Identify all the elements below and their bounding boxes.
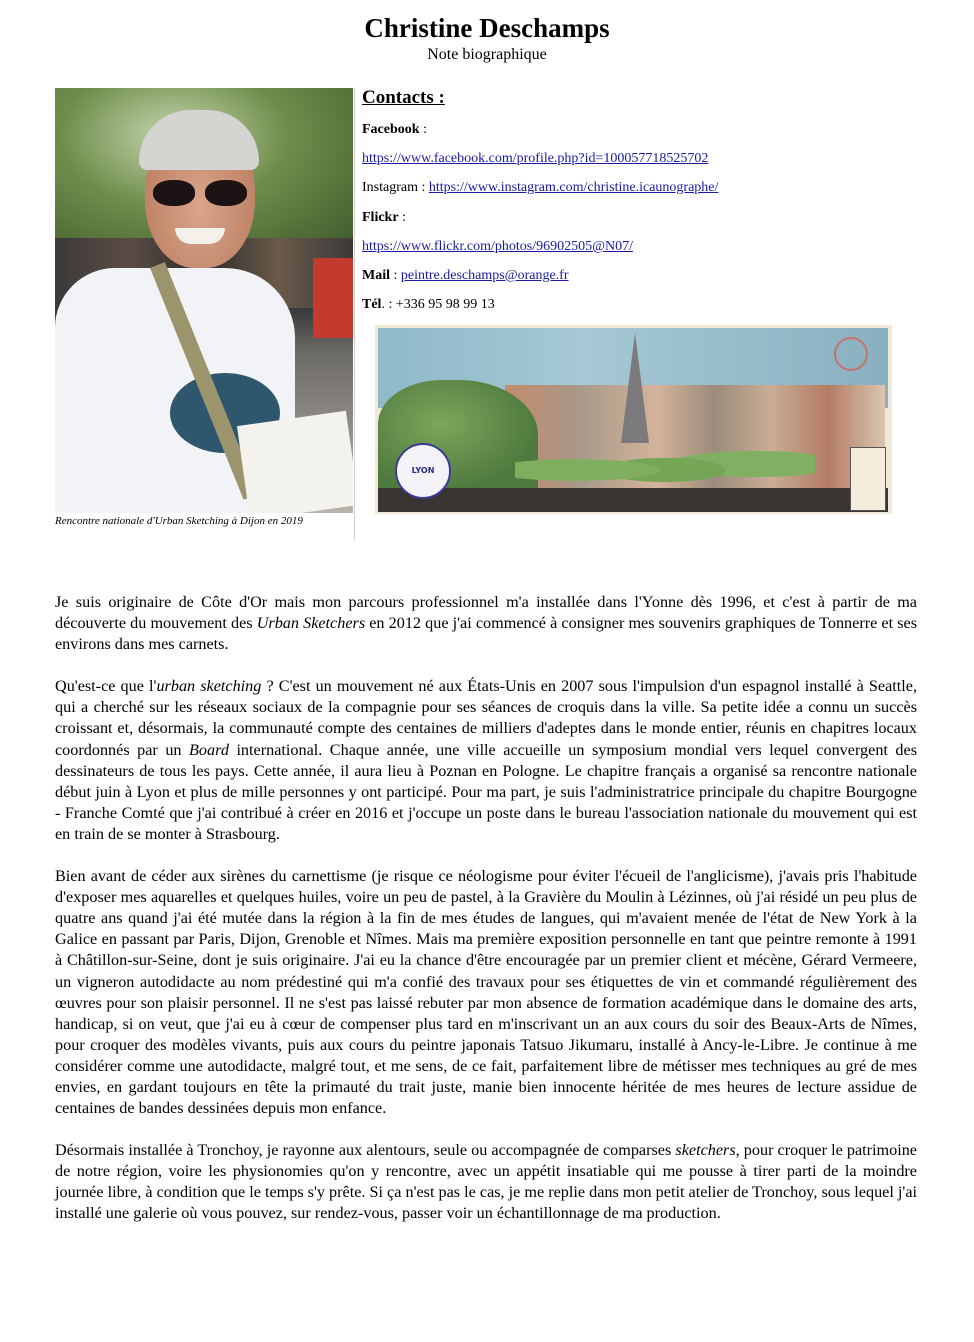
tel-separator: . :: [381, 297, 396, 312]
bio-p2-text: Qu'est-ce que l': [55, 677, 157, 696]
instagram-label: Instagram :: [362, 180, 429, 195]
usk-lyon-stamp-icon: LYON: [395, 443, 451, 499]
portrait-figure: [55, 88, 355, 540]
portrait-photo: [55, 88, 353, 513]
facebook-link[interactable]: https://www.facebook.com/profile.php?id=100057718525702: [362, 151, 709, 166]
instagram-link[interactable]: https://www.instagram.com/christine.icaunographe/: [428, 180, 719, 195]
tel-row: [362, 296, 495, 314]
contacts-heading: Contacts :: [362, 87, 445, 108]
instagram-row: [362, 179, 718, 197]
flickr-link-row: [362, 238, 633, 256]
bio-p2-emphasis: urban sketching: [156, 677, 262, 696]
flickr-link[interactable]: https://www.flickr.com/photos/96902505@N07/: [362, 239, 633, 254]
bio-p1-text-end: en 2012 que j'ai commencé à consigner mes souvenirs graphiques de Tonnerre et ses environs dans mes carnets.: [55, 614, 918, 654]
facebook-link-row: [362, 150, 708, 168]
tel-label: Tél: [362, 297, 382, 312]
bio-p2-emphasis-board: Board: [189, 740, 229, 759]
flickr-label: Flickr: [362, 210, 399, 225]
photo-sunglasses: [153, 180, 249, 208]
tel-value: +336 95 98 99 13: [395, 297, 495, 312]
page-title: Christine Deschamps: [364, 13, 610, 43]
bio-p4-emphasis: sketchers: [675, 1141, 736, 1160]
bio-paragraph-tronchoy: [55, 1140, 917, 1224]
bio-p2-text-end: international. Chaque année, une ville accueille un symposium mondial vers lequel convergent des dessinateurs de tous les pays. Cette année, il aura lieu à Poznan en Pologne. Le chapitre français a organisé sa rencontre nationale début juin à Lyon et plus de mille personnes y ont participé. Pour ma part, je suis l'administratrice principale du chapitre Bourgogne - Franche Comté que j'ai contribué à créer en 2016 et j'occupe un poste dans le bureau l'association nationale du mouvement qui est en train de se monter à Strasbourg.: [55, 740, 918, 843]
mail-row: [362, 267, 569, 285]
bio-p4-text-end: , pour croquer le patrimoine de notre région, voire les physionomies qu'on y rencontre, avec un appétit insatiable qui me pousse à tirer parti de la moindre journée libre, à condition que le temps s'y prête. Si ça n'est pas le cas, je me replie dans mon petit atelier de Tronchoy, sous lequel j'ai installé une galerie où vous pouvez, sur rendez-vous, passer voir un échantillonnage de ma production.: [55, 1141, 917, 1223]
mail-link[interactable]: peintre.deschamps@orange.fr: [400, 268, 569, 283]
artist-seal-icon: [834, 337, 868, 371]
mail-separator: :: [390, 268, 401, 283]
facebook-row: [362, 121, 427, 139]
photo-caption: Rencontre nationale d'Urban Sketching à Dijon en 2019: [55, 515, 303, 527]
sketch-quay-wall: [378, 488, 888, 512]
biography-text: [55, 592, 917, 1246]
flickr-separator: :: [398, 210, 406, 225]
bio-p1-emphasis: Urban Sketchers: [256, 614, 366, 633]
mail-label: Mail: [362, 268, 390, 283]
lyon-watercolor-sketch: [375, 325, 892, 514]
facebook-label: Facebook: [362, 122, 420, 137]
page-subtitle: Note biographique: [427, 46, 547, 63]
flickr-row: [362, 209, 406, 227]
bio-paragraph-urban-sketching: [55, 676, 917, 845]
bio-paragraph-career: Bien avant de céder aux sirènes du carnettisme (je risque ce néologisme pour éviter l'écueil de l'anglicisme), j'avais pris l'habitude d'exposer mes aquarelles et quelques huiles, voire un peu de pastel, à la Gravière du Moulin à Lézinnes, où j'ai résidé un peu plus de quatre ans quand j'ai été mutée dans la région à la fin de mes études de langues, qui m'avaient menée de l'état de New York à la Galice en passant par Paris, Dijon, Grenoble et Nîmes. Mais ma première exposition personnelle en tant que peintre remonte à 1991 à Châtillon-sur-Seine, dont je suis originaire. J'ai eu la chance d'être encouragée par un premier client et mécène, Gérard Vermeere, un vigneron autodidacte au nom prédestiné qui m'a confié des travaux pour ses étiquettes de vin et commandé régulièrement des œuvres pour son plaisir personnel. Il ne s'est pas laissé rebuter par mon absence de formation académique dans le domaine des arts, handicap, si on veut, que j'ai eu à cœur de compenser plus tard en m'inscrivant un an aux cours du soir des Beaux-Arts de Nîmes, pour croquer des modèles vivants, puis aux cours du peintre japonais Tatsuo Jikumaru, installé à Ancy-le-Libre. Je continue à me considérer comme une autodidacte, malgré tout, et me sens, de ce fait, parfaitement libre de métisser mes techniques au gré de mes envies, en gardant toujours en tête la primauté du trait juste, manie bien innocente héritée de mes heures de lecture assidue de centaines de bandes dessinées depuis mon enfance.: [55, 867, 917, 1118]
facebook-separator: :: [419, 122, 427, 137]
sketch-church-spire: [621, 333, 649, 443]
bio-paragraph-origins: [55, 592, 917, 655]
bio-p4-text: Désormais installée à Tronchoy, je rayonne aux alentours, seule ou accompagnée de comparses: [55, 1141, 676, 1160]
photo-sketchbook: [237, 411, 353, 513]
bio-p2-text-mid: ? C'est un mouvement né aux États-Unis en 2007 sous l'impulsion d'un espagnol installé à Seattle, qui a cherché sur les réseaux sociaux de la compagnie pour ses séances de croquis dans la ville. Sa petite idée a connu un succès croissant et, désormais, la communauté compte des centaines de milliers d'adeptes dans le monde entier, réunis en chapitres locaux coordonnés par un: [55, 677, 917, 759]
photo-background-person: [313, 258, 353, 338]
contacts-section: [362, 86, 922, 312]
bio-p1-text: Je suis originaire de Côte d'Or mais mon parcours professionnel m'a installée dans l'Yonne dès 1996, et c'est à partir de ma découverte du mouvement des: [55, 593, 917, 633]
sketch-date-note: [850, 447, 886, 511]
